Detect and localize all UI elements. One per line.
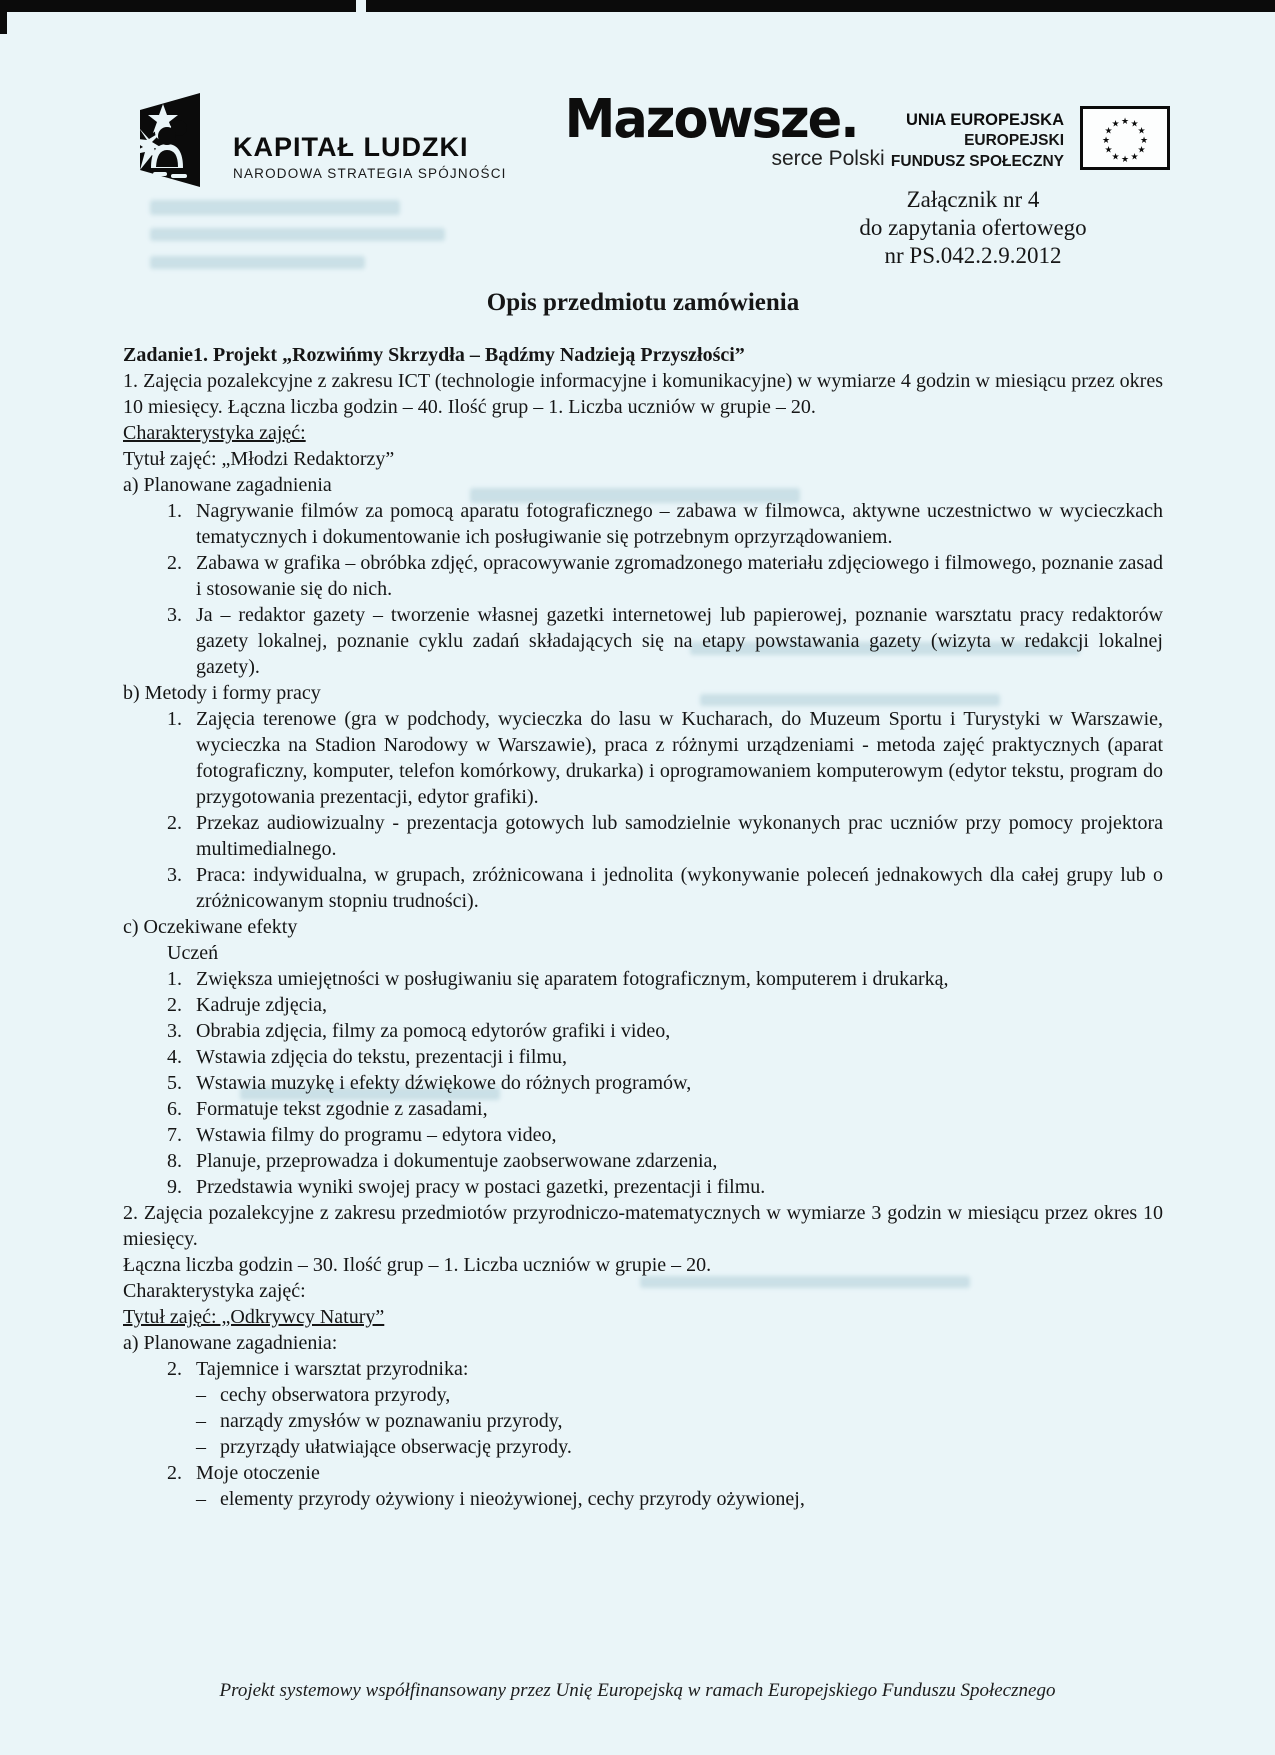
- list-item: Wstawia filmy do programu – edytora video,: [196, 1124, 557, 1146]
- list-item: Zabawa w grafika – obróbka zdjęć, opracowywanie zgromadzonego materiału zdjęciowego i filmowego, poznanie zasad i stosowanie się do nich.: [196, 552, 1163, 600]
- nature-subitem: – narządy zmysłów w poznawaniu przyrody,: [123, 1408, 1163, 1434]
- document-body: [123, 288, 1163, 1512]
- task1-heading: Zadanie1. Projekt „Rozwińmy Skrzydła – Bądźmy Nadzieją Przyszłości”: [123, 344, 745, 366]
- list-item: Wstawia muzykę i efekty dźwiękowe do różnych programów,: [196, 1072, 692, 1094]
- mazowsze-logo: [564, 88, 885, 171]
- svg-text:★: ★: [1120, 155, 1130, 165]
- characteristics-label-2: Charakterystyka zajęć:: [123, 1280, 306, 1302]
- scan-edge-artifact: [0, 0, 1275, 12]
- list-item: Przedstawia wyniki swojej pracy w postaci gazetki, prezentacji i filmu.: [196, 1176, 766, 1198]
- kapital-ludzki-logo: [123, 88, 507, 192]
- class-title-1: Tytuł zajęć: „Młodzi Redaktorzy”: [123, 448, 395, 470]
- nature-topic-text: Tajemnice i warsztat przyrodnika:: [196, 1358, 469, 1380]
- list-item: Kadruje zdjęcia,: [196, 994, 328, 1016]
- mazowsze-logo-wordmark: Mazowsze.: [564, 88, 858, 151]
- list-item: Ja – redaktor gazety – tworzenie własnej gazetki internetowej lub papierowej, poznanie warsztatu pracy redaktorów gazety lokalnej, poznanie cyklu zadań składających się na etapy powstawania gazety (wizyta w redakcji lokalnej gazety).: [196, 604, 1163, 678]
- document-header: [123, 88, 1170, 198]
- eu-fund-label-1: EUROPEJSKI: [964, 132, 1064, 150]
- svg-text:★: ★: [1137, 126, 1146, 137]
- section-a1-heading: a) Planowane zagadnienia: [123, 474, 332, 496]
- kapital-ludzki-subtitle: NARODOWA STRATEGIA SPÓJNOŚCI: [233, 165, 507, 181]
- task2-intro-paragraph: 2. Zajęcia pozalekcyjne z zakresu przedmiotów przyrodniczo-matematycznych w wymiarze 3 godzin w miesiącu przez okres 10 miesięcy.: [123, 1202, 1163, 1250]
- class-title-2: Tytuł zajęć: „Odkrywcy Natury”: [123, 1306, 385, 1328]
- attachment-number: Załącznik nr 4: [906, 187, 1040, 212]
- expected-effects-list: [123, 966, 1163, 1200]
- svg-text:★: ★: [1120, 117, 1130, 127]
- student-label: Uczeń: [167, 942, 219, 964]
- nature-subitem: – elementy przyrody ożywiony i nieożywionej, cechy przyrody ożywionej,: [123, 1486, 1163, 1512]
- nature-topic-number: 2.: [167, 1358, 182, 1380]
- cofinancing-notice: Projekt systemowy współfinansowany przez Unię Europejską w ramach Europejskiego Funduszu Społecznego: [219, 1680, 1056, 1701]
- eu-union-label: UNIA EUROPEJSKA: [906, 111, 1064, 129]
- svg-text:★: ★: [1130, 152, 1139, 163]
- svg-text:★: ★: [1139, 136, 1149, 146]
- kapital-ludzki-title: KAPITAŁ LUDZKI: [233, 132, 469, 163]
- list-item: Przekaz audiowizualny - prezentacja gotowych lub samodzielnie wykonanych prac uczniów przy pomocy projektora multimedialnego.: [196, 812, 1163, 860]
- bleed-through-artifact: [150, 200, 400, 215]
- kapital-ludzki-logo-icon: [123, 88, 207, 192]
- list-item: Zwiększa umiejętności w posługiwaniu się aparatem fotograficznym, komputerem i drukarką,: [196, 968, 949, 990]
- eu-flag-icon: [1080, 106, 1170, 170]
- attachment-description: do zapytania ofertowego: [859, 215, 1087, 240]
- svg-text:★: ★: [1104, 126, 1113, 137]
- section-c-heading: c) Oczekiwane efekty: [123, 916, 298, 938]
- svg-text:★: ★: [1130, 119, 1139, 130]
- nature-topic-number: 2.: [167, 1462, 182, 1484]
- task1-intro-paragraph: 1. Zajęcia pozalekcyjne z zakresu ICT (technologie informacyjne i komunikacyjne) w wymiarze 4 godzin w miesiącu przez okres 10 miesięcy. Łączna liczba godzin – 40. Ilość grup – 1. Liczba uczniów w grupie – 20.: [123, 370, 1163, 418]
- list-item: Obrabia zdjęcia, filmy za pomocą edytorów grafiki i video,: [196, 1020, 671, 1042]
- eu-fund-label-2: FUNDUSZ SPOŁECZNY: [890, 152, 1064, 170]
- attachment-case-number: nr PS.042.2.9.2012: [884, 243, 1062, 268]
- bleed-through-artifact: [150, 228, 445, 241]
- bleed-through-artifact: [150, 256, 365, 269]
- kapital-ludzki-logo-text: [233, 133, 507, 180]
- svg-text:★: ★: [1101, 136, 1111, 146]
- svg-text:★: ★: [1137, 145, 1146, 156]
- list-item: Formatuje tekst zgodnie z zasadami,: [196, 1098, 488, 1120]
- task2-hours-paragraph: Łączna liczba godzin – 30. Ilość grup – 1. Liczba uczniów w grupie – 20.: [123, 1254, 712, 1276]
- eu-logo-text: [891, 110, 1064, 172]
- nature-topic: [123, 1460, 1163, 1486]
- scan-edge-notch: [356, 0, 366, 12]
- list-item: Nagrywanie filmów za pomocą aparatu fotograficznego – zabawa w filmowca, aktywne uczestnictwo w wycieczkach tematycznych i dokumentowanie ich posługiwanie się potrzebnym oprzyrządowaniem.: [196, 500, 1163, 548]
- nature-topic-text: Moje otoczenie: [196, 1462, 320, 1484]
- list-item: Planuje, przeprowadza i dokumentuje zaobserwowane zdarzenia,: [196, 1150, 718, 1172]
- attachment-reference: [828, 186, 1118, 270]
- document-footer: [0, 1680, 1275, 1702]
- nature-topic: [123, 1356, 1163, 1382]
- list-item: Wstawia zdjęcia do tekstu, prezentacji i filmu,: [196, 1046, 567, 1068]
- nature-subitem: – przyrządy ułatwiające obserwację przyrody.: [123, 1434, 1163, 1460]
- page-title: Opis przedmiotu zamówienia: [486, 289, 800, 316]
- list-item: Praca: indywidualna, w grupach, zróżnicowana i jednolita (wykonywanie poleceń jednakowych dla całej grupy lub o zróżnicowanym stopniu trudności).: [196, 864, 1163, 912]
- section-b-heading: b) Metody i formy pracy: [123, 682, 321, 704]
- section-a2-heading: a) Planowane zagadnienia:: [123, 1332, 338, 1354]
- mazowsze-logo-tagline: serce Polski: [771, 147, 885, 170]
- nature-subitem: – cechy obserwatora przyrody,: [123, 1382, 1163, 1408]
- scan-edge-corner: [0, 0, 7, 34]
- eu-logo: [891, 106, 1170, 172]
- svg-text:★: ★: [1111, 119, 1120, 130]
- methods-list: [123, 706, 1163, 914]
- list-item: Zajęcia terenowe (gra w podchody, wycieczka do lasu w Kucharach, do Muzeum Sportu i Turystyki w Warszawie, wycieczka na Stadion Narodowy w Warszawie), praca z różnymi urządzeniami - metoda zajęć praktycznych (aparat fotograficzny, komputer, telefon komórkowy, drukarka) i oprogramowaniem komputerowym (edytor tekstu, program do przygotowania prezentacji, edytor grafiki).: [196, 708, 1163, 808]
- svg-text:★: ★: [1104, 145, 1113, 156]
- characteristics-label-1: Charakterystyka zajęć:: [123, 422, 306, 444]
- planned-topics-list: [123, 498, 1163, 680]
- svg-text:★: ★: [1111, 152, 1120, 163]
